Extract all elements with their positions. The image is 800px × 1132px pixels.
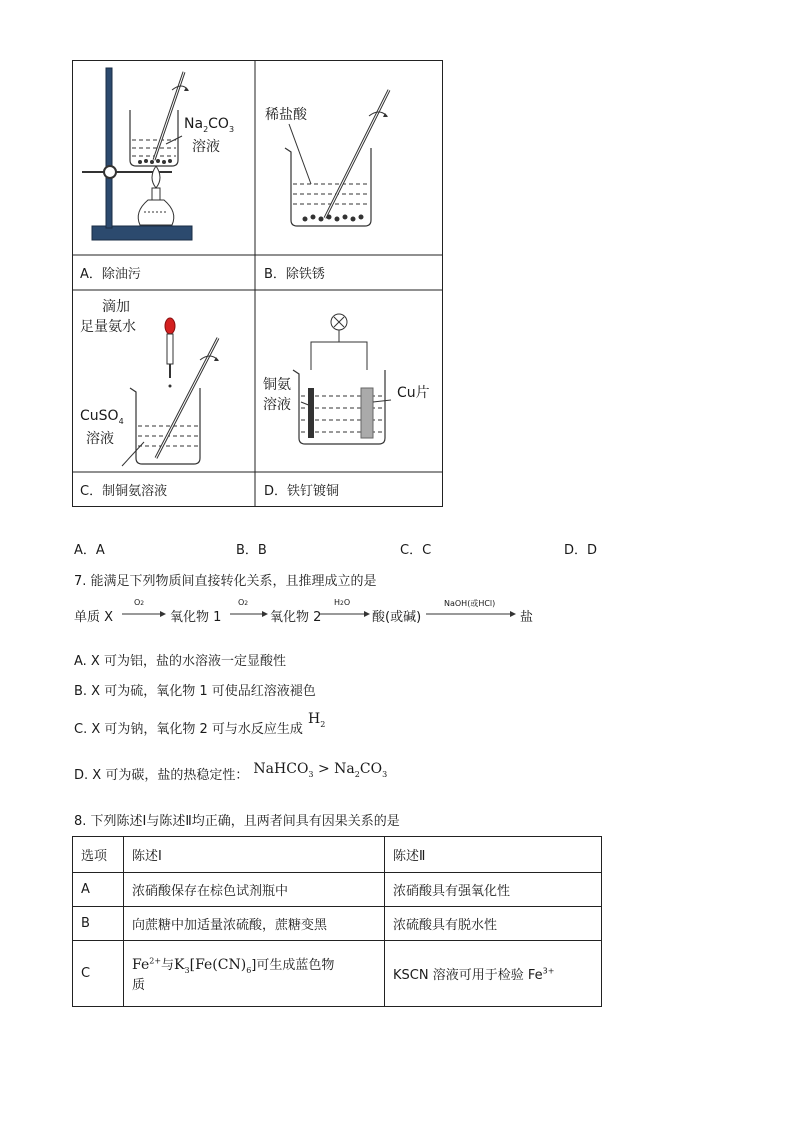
panel-c	[72, 290, 255, 472]
q7-option-d[interactable]: $_{D. X 可为碳,盐的热稳定性:}$ NaHCO$_3$ > $Na_2CO_3$	[74, 761, 388, 783]
q8-table	[72, 836, 602, 1007]
q7-d-formula: NaHCO$_3$ > $Na_2CO_3$	[253, 761, 388, 779]
table-row	[73, 907, 602, 941]
row-b-statement-2: 浓硫酸具有脱水性	[385, 907, 602, 941]
q6-option-a[interactable]: A．A	[74, 543, 105, 558]
label-cuso4: CuSO$_4$	[80, 408, 124, 426]
chain-arrow2-label: O2	[238, 598, 249, 607]
label-solution-a: 溶液	[192, 139, 220, 155]
row-a-statement-1: 浓硝酸保存在棕色试剂瓶中	[124, 873, 385, 907]
chain-salt: 盐	[520, 610, 534, 625]
q6-option-c[interactable]: C．C	[400, 543, 432, 558]
q6-option-d[interactable]: D．D	[564, 543, 598, 558]
q8-table-header	[73, 837, 602, 873]
label-dropwise: 滴加	[102, 299, 130, 315]
apparatus-a-illustration	[72, 60, 255, 255]
panel-a	[72, 60, 255, 255]
header-option: 选项	[73, 837, 124, 873]
q6-option-b[interactable]: B．B	[236, 543, 267, 558]
chain-oxide1: 氧化物 1	[170, 610, 222, 625]
row-c-statement-2: KSCN 溶液可用于检验 $Fe^{3+}$	[385, 941, 602, 1007]
caption-d: D．铁钉镀铜	[264, 484, 340, 499]
table-row	[73, 873, 602, 907]
apparatus-b-illustration	[255, 60, 443, 255]
panel-b	[255, 60, 443, 255]
row-a-option: A	[73, 873, 124, 907]
label-na2co3: $Na_2CO_3$	[184, 116, 235, 134]
chain-arrow1-label: O2	[134, 598, 145, 607]
label-excess-ammonia: 足量氨水	[80, 319, 136, 335]
header-statement-1: 陈述Ⅰ	[124, 837, 385, 873]
q7-option-b[interactable]: B. X 可为硫，氧化物 1 可使品红溶液褪色	[74, 684, 316, 699]
chain-acid-base: 酸(或碱)	[372, 610, 422, 625]
label-copper-ammonia: 铜氨	[263, 377, 291, 393]
chain-start: 单质 X	[74, 610, 114, 625]
row-b-option: B	[73, 907, 124, 941]
panel-d	[255, 290, 443, 472]
row-c-option: C	[73, 941, 124, 1007]
q7-stem: 7. 能满足下列物质间直接转化关系，且推理成立的是	[74, 574, 377, 589]
label-solution-c: 溶液	[86, 431, 114, 447]
chain-arrow4-label: NaOH(或HCl)	[444, 599, 496, 608]
caption-a: A．除油污	[80, 267, 141, 282]
row-a-statement-2: 浓硝酸具有强氧化性	[385, 873, 602, 907]
label-cu-plate: Cu片	[397, 385, 430, 401]
chain-oxide2: 氧化物 2	[270, 610, 322, 625]
q7-conversion-chain	[74, 596, 594, 626]
chain-arrow3-label: H2O	[334, 598, 351, 607]
label-dilute-hcl: 稀盐酸	[265, 107, 307, 123]
figure-grid	[72, 60, 443, 507]
caption-c: C．制铜氨溶液	[80, 484, 168, 499]
q7-option-c[interactable]: $_{C. X 可为钠,氧化物 2 可与水反应生成}$ $H_2$	[74, 711, 326, 737]
row-c-statement-1: $Fe^{2+}$与$K_3[Fe(CN)_6]$可生成蓝色物 质	[124, 941, 385, 1007]
table-row	[73, 941, 602, 1007]
caption-b: B．除铁锈	[264, 267, 325, 282]
header-statement-2: 陈述Ⅱ	[385, 837, 602, 873]
row-b-statement-1: 向蔗糖中加适量浓硫酸，蔗糖变黑	[124, 907, 385, 941]
label-solution-d: 溶液	[263, 397, 291, 413]
q7-option-a[interactable]: A. X 可为铝，盐的水溶液一定显酸性	[74, 654, 286, 669]
q7-c-formula: $H_2$	[308, 711, 326, 729]
q8-stem: 8. 下列陈述Ⅰ与陈述Ⅱ均正确，且两者间具有因果关系的是	[74, 814, 400, 829]
